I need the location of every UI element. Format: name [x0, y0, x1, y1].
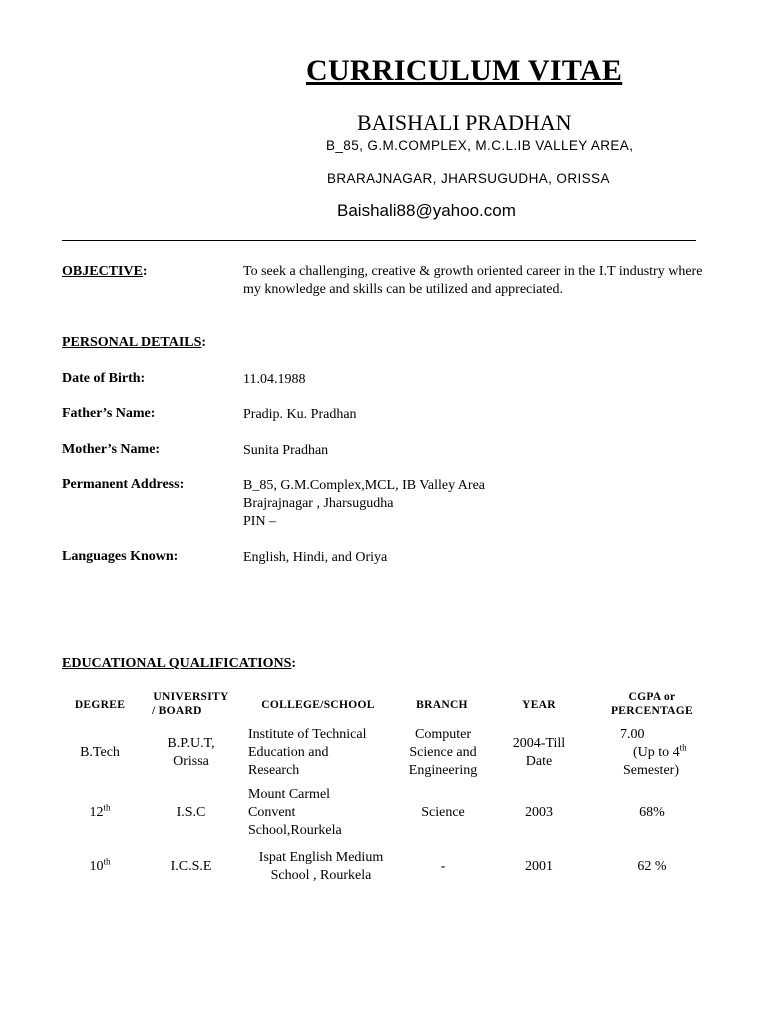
- address-line-2: BRARAJNAGAR, JHARSUGUDHA, ORISSA: [327, 171, 610, 186]
- resume-title: CURRICULUM VITAE: [306, 54, 623, 87]
- row2-university: I.S.C: [176, 805, 206, 820]
- education-label: EDUCATIONAL QUALIFICATIONS: [62, 656, 292, 671]
- education-heading: [62, 656, 296, 672]
- row2-degree-superscript: th: [103, 802, 111, 813]
- row2-college-line-3: School,Rourkela: [248, 823, 342, 838]
- row2-score: 68%: [639, 805, 665, 820]
- personal-details-heading: [62, 335, 206, 351]
- mother-name-label: Mother’s Name:: [62, 442, 161, 457]
- row1-score: [600, 726, 710, 780]
- row1-college-line-1: Institute of Technical: [248, 727, 367, 742]
- header-university-line-1: UNIVERSITY: [153, 691, 229, 703]
- permanent-address-label: Permanent Address:: [62, 477, 185, 492]
- father-name-label: Father’s Name:: [62, 406, 156, 421]
- row1-college-line-3: Research: [248, 763, 300, 778]
- father-name-value: Pradip. Ku. Pradhan: [243, 407, 357, 422]
- row1-degree: B.Tech: [80, 745, 120, 760]
- header-cgpa-line-2: PERCENTAGE: [610, 705, 694, 717]
- header-university: [146, 690, 236, 718]
- personal-details-label: PERSONAL DETAILS: [62, 335, 202, 350]
- row1-college: [248, 726, 398, 780]
- personal-details-colon: :: [201, 335, 207, 350]
- header-year: YEAR: [522, 699, 556, 711]
- row1-branch: [400, 726, 486, 780]
- row1-year-line-2: Date: [525, 754, 553, 769]
- email-address: Baishali88@yahoo.com: [337, 201, 516, 220]
- permanent-address-line-3: PIN –: [243, 514, 277, 529]
- header-degree: DEGREE: [74, 699, 126, 711]
- mother-name-value: Sunita Pradhan: [243, 443, 329, 458]
- header-college: COLLEGE/SCHOOL: [261, 699, 375, 711]
- row1-score-line-3: Semester): [623, 763, 679, 778]
- languages-value: English, Hindi, and Oriya: [243, 550, 388, 565]
- row3-college: [246, 849, 396, 885]
- dob-label: Date of Birth:: [62, 371, 146, 386]
- row2-college-line-2: Convent: [248, 805, 296, 820]
- row3-branch: -: [440, 859, 446, 874]
- row1-year: [500, 735, 578, 771]
- header-cgpa-line-1: CGPA or: [628, 691, 676, 703]
- row3-university: I.C.S.E: [170, 859, 212, 874]
- row2-year: 2003: [525, 805, 553, 820]
- row1-score-line-2: [600, 744, 710, 762]
- row2-college-line-1: Mount Carmel: [248, 787, 331, 802]
- row1-university: [146, 735, 236, 771]
- row3-college-line-1: Ispat English Medium: [258, 850, 384, 865]
- header-cgpa: [600, 690, 704, 718]
- row1-year-line-1: 2004-Till: [512, 736, 566, 751]
- row3-degree: [62, 858, 138, 876]
- permanent-address-line-1: B_85, G.M.Complex,MCL, IB Valley Area: [243, 478, 486, 493]
- row2-degree: [62, 804, 138, 822]
- row1-university-line-1: B.P.U.T,: [167, 736, 215, 751]
- row3-degree-superscript: th: [103, 856, 111, 867]
- row1-branch-line-1: Computer: [415, 727, 471, 742]
- objective-label: OBJECTIVE: [62, 264, 143, 279]
- row2-degree-number: 12: [89, 805, 104, 820]
- education-colon: :: [291, 656, 297, 671]
- row3-score: 62 %: [637, 859, 667, 874]
- row1-college-line-2: Education and: [248, 745, 329, 760]
- row1-university-line-2: Orissa: [173, 754, 209, 769]
- header-divider: [62, 240, 696, 241]
- objective-colon: :: [142, 264, 148, 279]
- address-line-1: B_85, G.M.COMPLEX, M.C.L.IB VALLEY AREA,: [326, 138, 634, 153]
- row1-score-line-1: 7.00: [620, 727, 645, 742]
- row3-degree-number: 10: [89, 859, 104, 874]
- objective-heading: [62, 264, 148, 280]
- row2-college: [248, 786, 398, 840]
- row1-score-superscript: th: [679, 742, 687, 753]
- header-branch: BRANCH: [416, 699, 468, 711]
- dob-value: 11.04.1988: [243, 372, 306, 387]
- objective-text: To seek a challenging, creative & growth oriented career in the I.T industry where my knowledge and skills can be utilized and appreciated.: [243, 264, 703, 297]
- languages-label: Languages Known:: [62, 549, 179, 564]
- row1-score-semester-text: (Up to 4: [633, 745, 680, 760]
- row3-college-line-2: School , Rourkela: [270, 868, 372, 883]
- header-university-line-2: / BOARD: [152, 705, 202, 717]
- row1-branch-line-3: Engineering: [408, 763, 478, 778]
- permanent-address-line-2: Brajrajnagar , Jharsugudha: [243, 496, 394, 511]
- row1-branch-line-2: Science and: [409, 745, 477, 760]
- candidate-name: BAISHALI PRADHAN: [357, 110, 572, 135]
- row3-year: 2001: [525, 859, 553, 874]
- row2-branch: Science: [421, 805, 465, 820]
